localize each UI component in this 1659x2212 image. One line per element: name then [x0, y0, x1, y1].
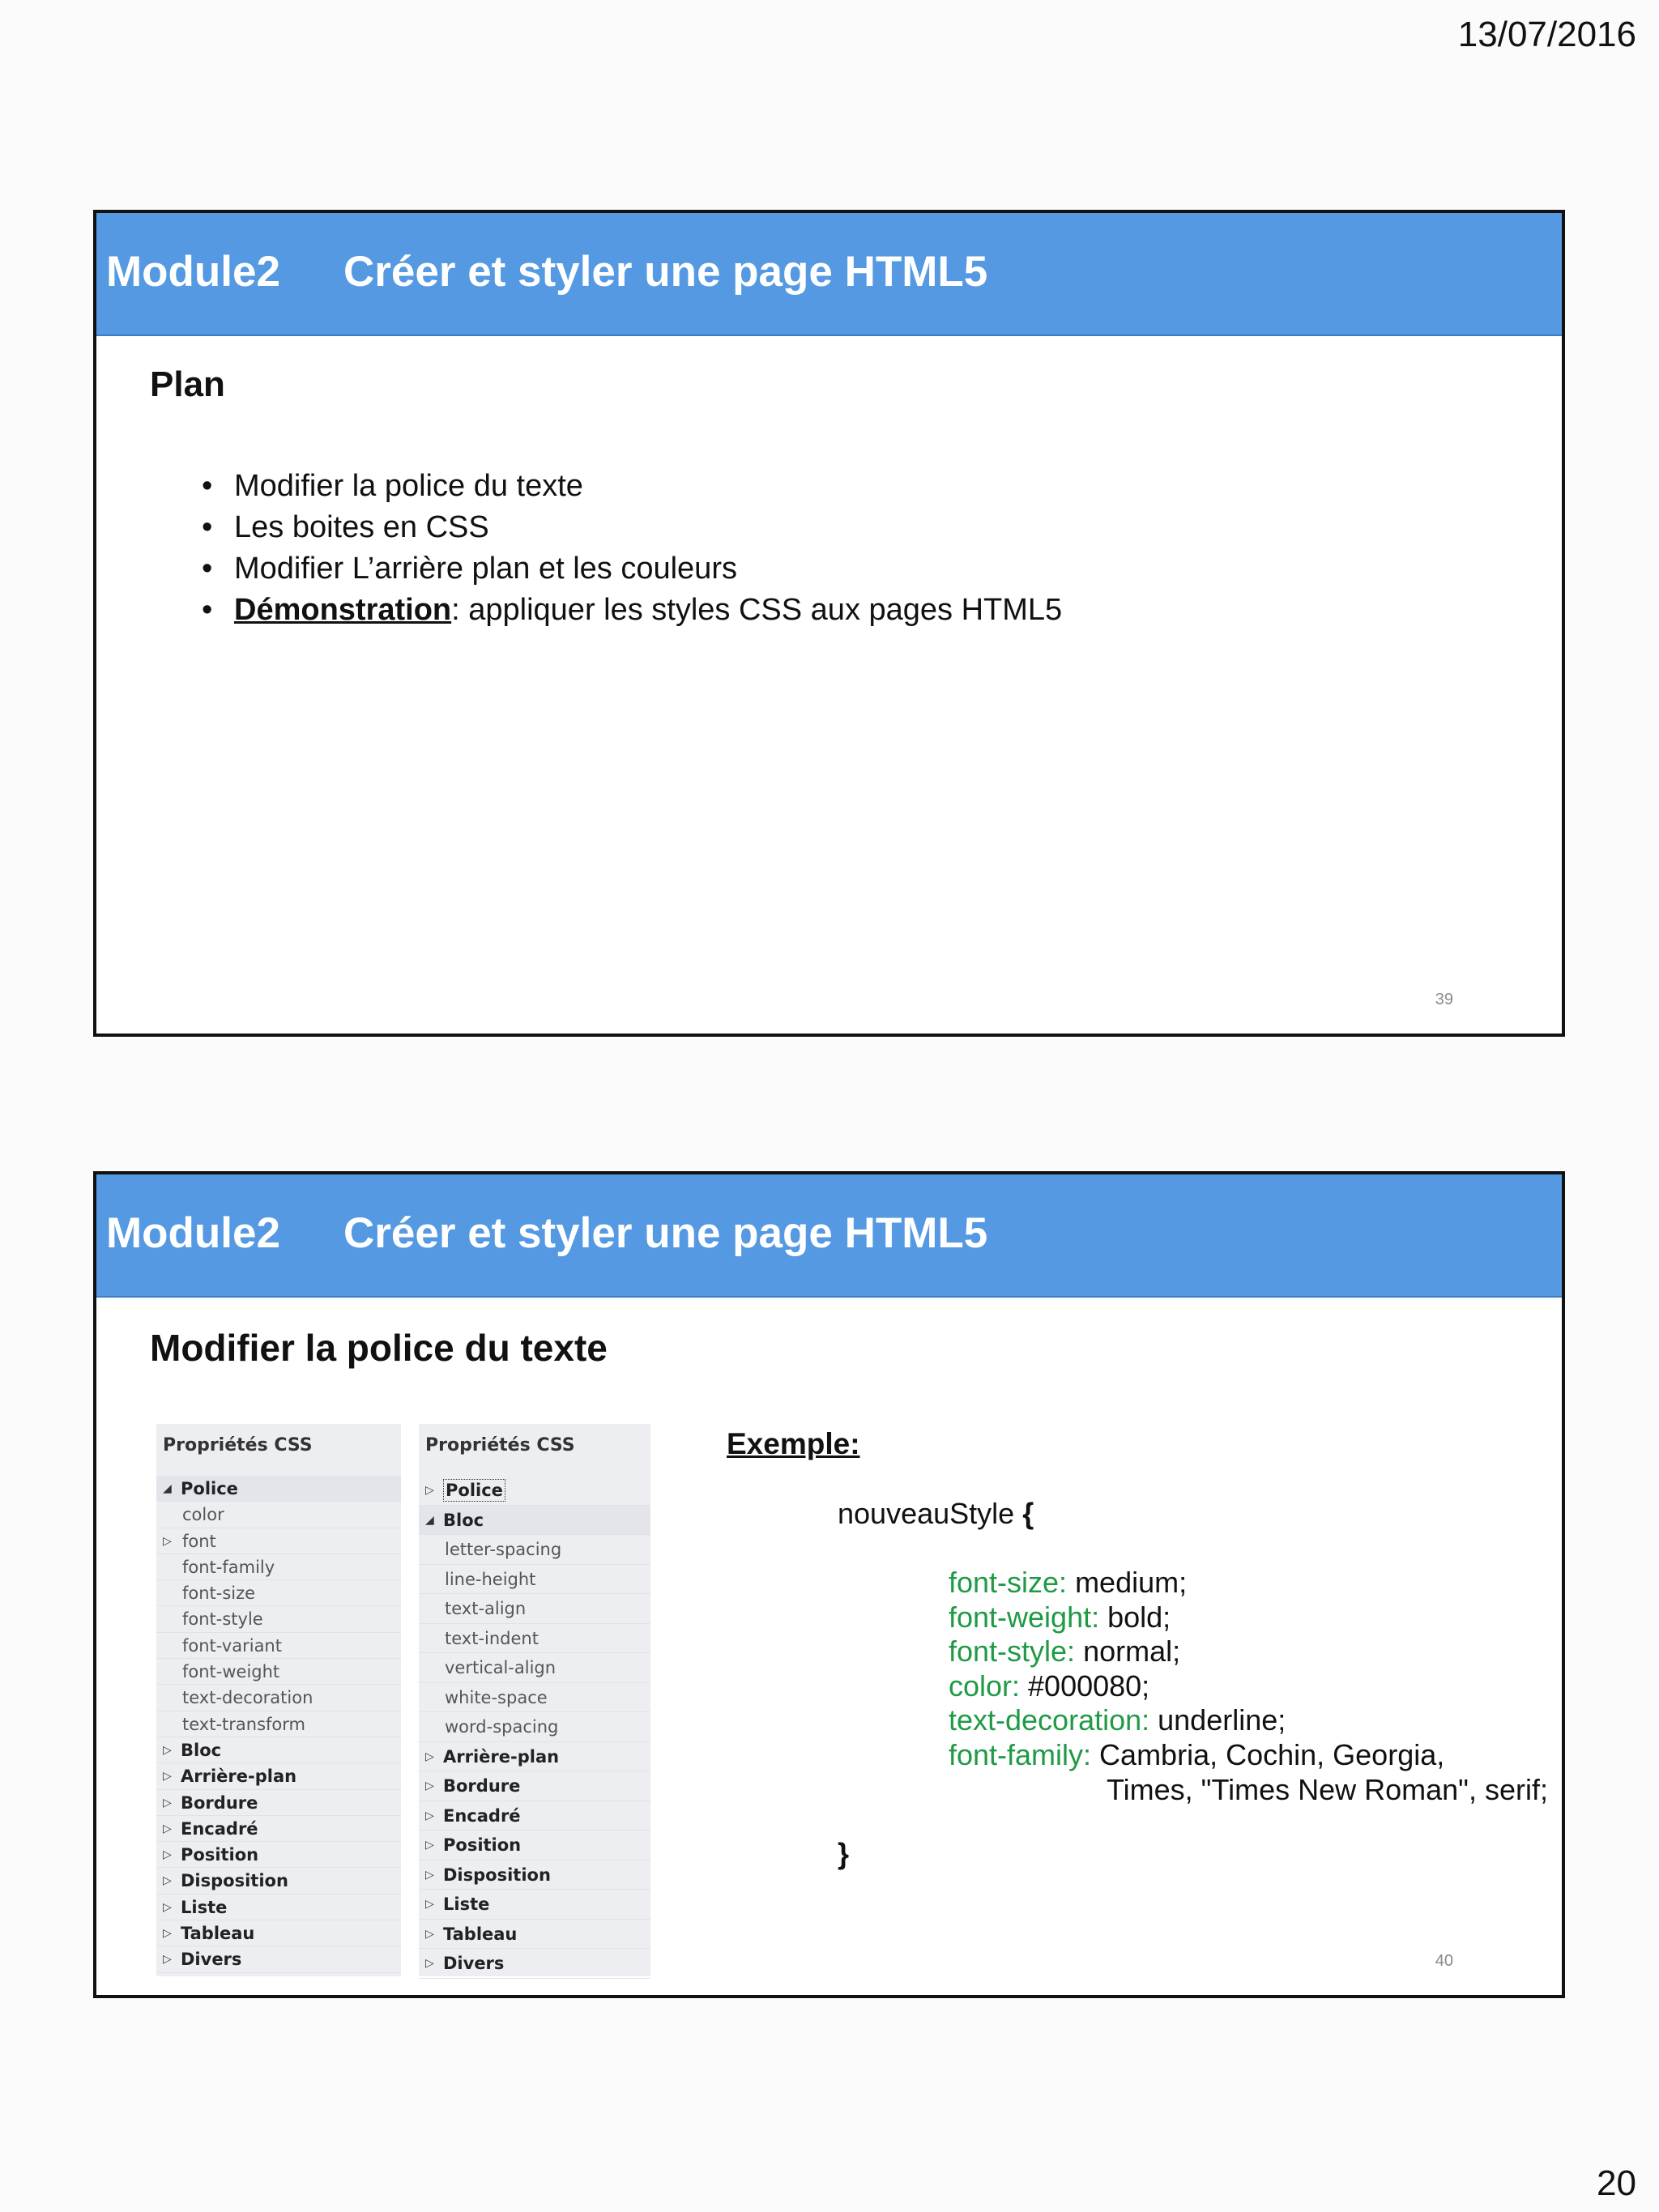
panel-rows — [156, 1476, 401, 1973]
list-item-text: Modifier L’arrière plan et les couleurs — [234, 552, 737, 586]
tree-item-label: Police — [443, 1479, 505, 1502]
tree-item-disposition[interactable] — [419, 1860, 650, 1890]
css-value-continuation: Times, "Times New Roman", serif; — [1107, 1772, 1548, 1806]
open-brace: { — [1022, 1497, 1034, 1530]
code-declarations — [949, 1566, 1548, 1807]
list-item-text: : appliquer les styles CSS aux pages HTML5 — [451, 593, 1063, 627]
tree-item-label: Bordure — [181, 1792, 258, 1813]
tree-item-label: Position — [181, 1845, 259, 1865]
collapsed-arrow-icon[interactable]: ▷ — [425, 1484, 434, 1497]
tree-item-bloc[interactable] — [419, 1506, 650, 1536]
demo-emphasis: Démonstration — [234, 593, 452, 627]
expanded-arrow-icon[interactable]: ◢ — [425, 1513, 434, 1527]
list-item — [202, 507, 1062, 548]
css-declaration — [949, 1566, 1548, 1600]
collapsed-arrow-icon[interactable]: ▷ — [163, 1927, 172, 1941]
slide-title: Créer et styler une page HTML5 — [343, 248, 988, 296]
tree-item-tableau[interactable] — [419, 1920, 650, 1950]
css-property-name: font-size: — [949, 1566, 1068, 1599]
tree-item-label: font — [182, 1531, 216, 1551]
tree-item-encadr-[interactable] — [156, 1816, 401, 1842]
collapsed-arrow-icon[interactable]: ▷ — [163, 1743, 172, 1757]
collapsed-arrow-icon[interactable]: ▷ — [425, 1927, 434, 1941]
tree-item-arri-re-plan[interactable] — [419, 1742, 650, 1772]
tree-item-label: Encadré — [443, 1805, 521, 1826]
list-item-text: Les boites en CSS — [234, 510, 489, 544]
tree-item-label: color — [182, 1505, 224, 1525]
collapsed-arrow-icon[interactable]: ▷ — [425, 1957, 434, 1970]
css-declaration — [949, 1738, 1548, 1773]
collapsed-arrow-icon[interactable]: ▷ — [425, 1779, 434, 1792]
slide-39 — [93, 210, 1565, 1037]
tree-item-label: Divers — [443, 1954, 505, 1973]
tree-item-label: font-style — [182, 1609, 263, 1630]
tree-item-label: letter-spacing — [445, 1540, 562, 1559]
css-property-value: bold; — [1099, 1600, 1171, 1634]
module-label: Module2 — [106, 248, 280, 296]
tree-item-label: Bordure — [443, 1776, 521, 1796]
collapsed-arrow-icon[interactable]: ▷ — [163, 1874, 172, 1888]
tree-item-font-weight[interactable] — [156, 1659, 401, 1685]
css-property-value: #000080; — [1020, 1669, 1150, 1703]
slide-number: 40 — [1435, 1952, 1453, 1970]
list-item — [202, 548, 1062, 590]
tree-item-position[interactable] — [419, 1831, 650, 1860]
module-label: Module2 — [106, 1209, 280, 1257]
list-item-text: Modifier la police du texte — [234, 469, 583, 503]
panel-header: Propriétés CSS — [425, 1435, 575, 1455]
tree-item-label: Arrière-plan — [181, 1767, 297, 1787]
collapsed-arrow-icon[interactable]: ▷ — [163, 1770, 172, 1784]
collapsed-arrow-icon[interactable]: ▷ — [425, 1750, 434, 1763]
panel-header: Propriétés CSS — [163, 1435, 313, 1455]
tree-item-label: Liste — [443, 1894, 490, 1914]
tree-item-label: font-weight — [182, 1662, 280, 1682]
slide-40 — [93, 1171, 1565, 1998]
tree-item-line-height[interactable] — [419, 1565, 650, 1595]
example-heading: Exemple: — [727, 1427, 860, 1460]
tree-item-font-variant[interactable] — [156, 1633, 401, 1659]
plan-list — [202, 466, 1062, 631]
css-properties-panel-bloc — [419, 1424, 650, 1976]
tree-item-label: Disposition — [181, 1871, 288, 1891]
tree-item-liste[interactable] — [419, 1890, 650, 1920]
tree-item-label: Tableau — [181, 1924, 255, 1944]
page-date: 13/07/2016 — [1457, 15, 1636, 54]
slide-banner — [96, 1174, 1562, 1298]
tree-item-font-family[interactable] — [156, 1554, 401, 1580]
css-property-value: medium; — [1067, 1566, 1188, 1599]
collapsed-arrow-icon[interactable]: ▷ — [163, 1900, 172, 1914]
list-item — [202, 466, 1062, 507]
collapsed-arrow-icon[interactable]: ▷ — [425, 1839, 434, 1852]
tree-item-police[interactable] — [156, 1476, 401, 1502]
collapsed-arrow-icon[interactable]: ▷ — [425, 1809, 434, 1822]
tree-item-tableau[interactable] — [156, 1920, 401, 1946]
css-property-name: text-decoration: — [949, 1703, 1150, 1737]
tree-item-letter-spacing[interactable] — [419, 1535, 650, 1565]
tree-item-font-style[interactable] — [156, 1606, 401, 1632]
tree-item-font-size[interactable] — [156, 1580, 401, 1606]
tree-item-label: word-spacing — [445, 1717, 559, 1737]
tree-item-white-space[interactable] — [419, 1683, 650, 1713]
tree-item-label: font-variant — [182, 1635, 282, 1656]
css-declaration — [949, 1669, 1548, 1704]
tree-item-divers[interactable] — [419, 1949, 650, 1979]
tree-item-color[interactable] — [156, 1502, 401, 1528]
tree-item-label: white-space — [445, 1687, 548, 1707]
collapsed-arrow-icon[interactable]: ▷ — [163, 1822, 172, 1835]
close-brace: } — [838, 1837, 850, 1870]
collapsed-arrow-icon[interactable]: ▷ — [163, 1848, 172, 1862]
expanded-arrow-icon[interactable]: ◢ — [163, 1482, 172, 1495]
slide-number: 39 — [1435, 991, 1453, 1008]
tree-item-label: Arrière-plan — [443, 1746, 560, 1767]
tree-item-label: vertical-align — [445, 1658, 557, 1677]
tree-item-label: Bloc — [181, 1740, 222, 1760]
css-property-name: color: — [949, 1669, 1021, 1703]
tree-item-liste[interactable] — [156, 1894, 401, 1920]
tree-item-police[interactable] — [419, 1476, 650, 1506]
collapsed-arrow-icon[interactable]: ▷ — [425, 1868, 434, 1882]
css-property-name: font-weight: — [949, 1600, 1100, 1634]
tree-item-label: Police — [181, 1479, 238, 1498]
slide-banner — [96, 213, 1562, 336]
tree-item-text-transform[interactable] — [156, 1711, 401, 1737]
collapsed-arrow-icon[interactable]: ▷ — [163, 1953, 172, 1967]
tree-item-encadr-[interactable] — [419, 1801, 650, 1831]
tree-item-label: font-family — [182, 1557, 275, 1577]
tree-item-label: Tableau — [443, 1924, 518, 1944]
tree-item-bordure[interactable] — [156, 1790, 401, 1816]
css-property-name: font-style: — [949, 1634, 1076, 1669]
tree-item-label: Divers — [181, 1950, 242, 1970]
tree-item-label: Encadré — [181, 1818, 258, 1839]
page-number: 20 — [1597, 2163, 1636, 2203]
css-property-value: underline; — [1149, 1703, 1286, 1737]
tree-item-label: text-align — [445, 1599, 527, 1618]
tree-item-font[interactable] — [156, 1528, 401, 1554]
css-property-name: font-family: — [949, 1737, 1092, 1771]
tree-item-disposition[interactable] — [156, 1868, 401, 1894]
list-item — [202, 590, 1062, 631]
css-property-value: normal; — [1075, 1634, 1181, 1669]
section-title: Plan — [150, 364, 225, 404]
css-declaration — [949, 1634, 1548, 1669]
css-property-value: Cambria, Cochin, Georgia, — [1091, 1737, 1445, 1771]
tree-item-bordure[interactable] — [419, 1771, 650, 1801]
css-declaration — [949, 1600, 1548, 1635]
tree-item-word-spacing[interactable] — [419, 1712, 650, 1742]
tree-item-bloc[interactable] — [156, 1737, 401, 1763]
panel-rows — [419, 1476, 650, 1979]
selector-name: nouveauStyle — [838, 1497, 1015, 1530]
tree-item-text-indent[interactable] — [419, 1624, 650, 1654]
tree-item-label: text-decoration — [182, 1688, 313, 1708]
collapsed-arrow-icon[interactable]: ▷ — [163, 1534, 172, 1548]
tree-item-label: text-indent — [445, 1628, 539, 1648]
css-declaration — [949, 1703, 1548, 1738]
tree-item-text-decoration[interactable] — [156, 1685, 401, 1711]
tree-item-label: Liste — [181, 1897, 228, 1917]
tree-item-label: Position — [443, 1835, 522, 1855]
tree-item-vertical-align[interactable] — [419, 1653, 650, 1683]
section-title: Modifier la police du texte — [150, 1327, 608, 1369]
tree-item-text-align[interactable] — [419, 1594, 650, 1624]
css-properties-panel-police — [156, 1424, 401, 1976]
code-selector — [838, 1497, 1034, 1531]
tree-item-label: font-size — [182, 1583, 256, 1604]
collapsed-arrow-icon[interactable]: ▷ — [163, 1796, 172, 1809]
tree-item-label: text-transform — [182, 1714, 305, 1734]
collapsed-arrow-icon[interactable]: ▷ — [425, 1898, 434, 1911]
slide-title: Créer et styler une page HTML5 — [343, 1209, 988, 1257]
tree-item-divers[interactable] — [156, 1946, 401, 1972]
tree-item-label: line-height — [445, 1569, 536, 1589]
tree-item-position[interactable] — [156, 1842, 401, 1868]
tree-item-label: Bloc — [443, 1510, 484, 1530]
tree-item-arri-re-plan[interactable] — [156, 1763, 401, 1789]
tree-item-label: Disposition — [443, 1865, 551, 1885]
